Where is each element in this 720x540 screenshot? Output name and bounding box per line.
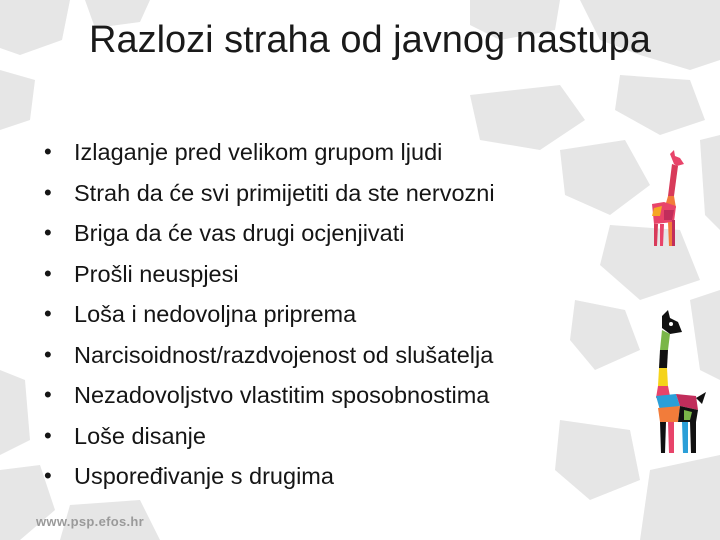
bullet-text: Strah da će svi primijetiti da ste nervozni bbox=[74, 179, 495, 206]
bullet-dot: • bbox=[44, 301, 52, 326]
bullet-dot: • bbox=[44, 179, 52, 205]
bullet-text: Uspoređivanje s drugima bbox=[74, 463, 334, 489]
bullet-dot: • bbox=[44, 341, 52, 367]
footer-url: www.psp.efos.hr bbox=[36, 514, 145, 529]
bullet-item bbox=[44, 416, 644, 457]
bullet-text: Briga da će vas drugi ocjenjivati bbox=[74, 220, 405, 246]
bullet-item bbox=[44, 335, 644, 376]
bullet-text: Nezadovoljstvo vlastitim sposobnostima bbox=[74, 382, 490, 408]
bullet-item bbox=[44, 254, 644, 295]
bullet-dot: • bbox=[44, 382, 52, 407]
bullet-list bbox=[44, 132, 644, 497]
bullet-text: Loše disanje bbox=[74, 422, 206, 449]
bullet-item bbox=[44, 173, 644, 214]
bullet-text: Prošli neuspjesi bbox=[74, 260, 239, 287]
bullet-dot: • bbox=[44, 139, 52, 164]
bullet-item bbox=[44, 456, 644, 497]
slide-title: Razlozi straha od javnog nastupa bbox=[89, 19, 651, 61]
bullet-item bbox=[44, 213, 644, 254]
bullet-text: Narcisoidnost/razdvojenost od slušatelja bbox=[74, 341, 494, 368]
giraffe-small-icon bbox=[644, 150, 692, 250]
bullet-dot: • bbox=[44, 260, 52, 286]
bullet-dot: • bbox=[44, 220, 52, 245]
giraffe-large-icon bbox=[640, 310, 712, 455]
bullet-text: Izlaganje pred velikom grupom ljudi bbox=[74, 139, 443, 165]
bullet-item bbox=[44, 375, 644, 416]
bullet-item bbox=[44, 294, 644, 335]
bullet-item bbox=[44, 132, 644, 173]
bullet-dot: • bbox=[44, 422, 52, 448]
bullet-text: Loša i nedovoljna priprema bbox=[74, 301, 357, 327]
bullet-dot: • bbox=[44, 463, 52, 488]
